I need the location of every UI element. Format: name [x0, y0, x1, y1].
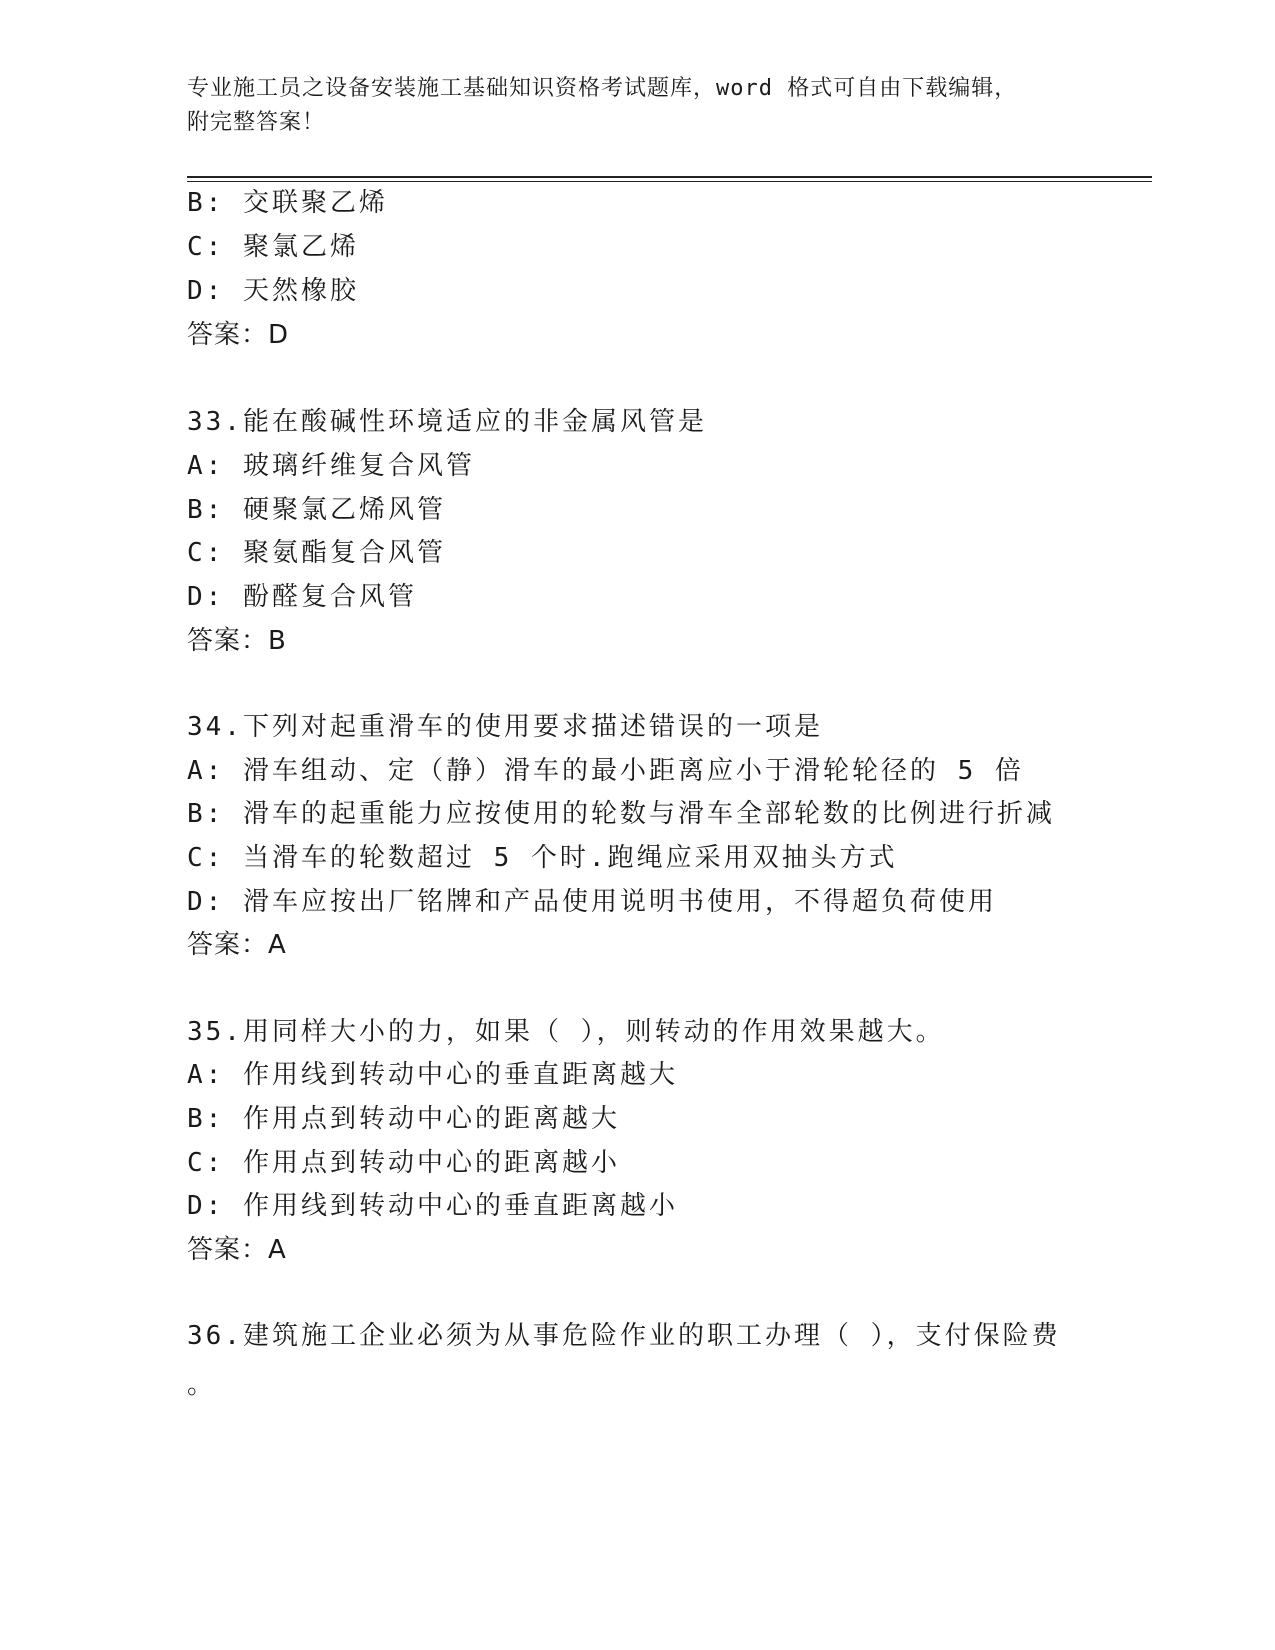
q32-answer: 答案：D	[187, 320, 290, 350]
q35-option-c: C: 作用点到转动中心的距离越小	[187, 1148, 620, 1178]
header-divider-top	[187, 176, 1152, 178]
q33-option-d: D: 酚醛复合风管	[187, 582, 417, 612]
header-line-2: 附完整答案！	[187, 110, 326, 135]
q33-option-b: B: 硬聚氯乙烯风管	[187, 495, 446, 525]
q35-answer: 答案：A	[187, 1235, 287, 1265]
q35-option-a: A: 作用线到转动中心的垂直距离越大	[187, 1060, 678, 1090]
q34-option-d: D: 滑车应按出厂铭牌和产品使用说明书使用，不得超负荷使用	[187, 887, 997, 917]
q35-question: 35.用同样大小的力，如果（ ），则转动的作用效果越大。	[187, 1017, 945, 1047]
q36-question: 36.建筑施工企业必须为从事危险作业的职工办理（ ），支付保险费	[187, 1321, 1061, 1351]
q34-option-c: C: 当滑车的轮数超过 5 个时.跑绳应采用双抽头方式	[187, 843, 898, 873]
q34-option-a: A: 滑车组动、定（静）滑车的最小距离应小于滑轮轮径的 5 倍	[187, 756, 1024, 786]
q35-option-d: D: 作用线到转动中心的垂直距离越小	[187, 1191, 678, 1221]
q32-option-c: C: 聚氯乙烯	[187, 232, 359, 262]
q33-answer: 答案：B	[187, 626, 287, 656]
q32-option-b: B: 交联聚乙烯	[187, 188, 388, 218]
q32-option-d: D: 天然橡胶	[187, 276, 359, 306]
q36-question-tail: 。	[187, 1370, 217, 1400]
q33-option-a: A: 玻璃纤维复合风管	[187, 451, 475, 481]
header-divider-bottom	[187, 181, 1152, 182]
q33-option-c: C: 聚氨酯复合风管	[187, 538, 446, 568]
q35-option-b: B: 作用点到转动中心的距离越大	[187, 1104, 620, 1134]
q34-question: 34.下列对起重滑车的使用要求描述错误的一项是	[187, 712, 823, 742]
header-line-1: 专业施工员之设备安装施工基础知识资格考试题库，word 格式可自由下载编辑，	[187, 76, 1018, 101]
q33-question: 33.能在酸碱性环境适应的非金属风管是	[187, 407, 707, 437]
q34-option-b: B: 滑车的起重能力应按使用的轮数与滑车全部轮数的比例进行折减	[187, 799, 1055, 829]
document-header	[187, 72, 1087, 140]
q34-answer: 答案：A	[187, 930, 287, 960]
